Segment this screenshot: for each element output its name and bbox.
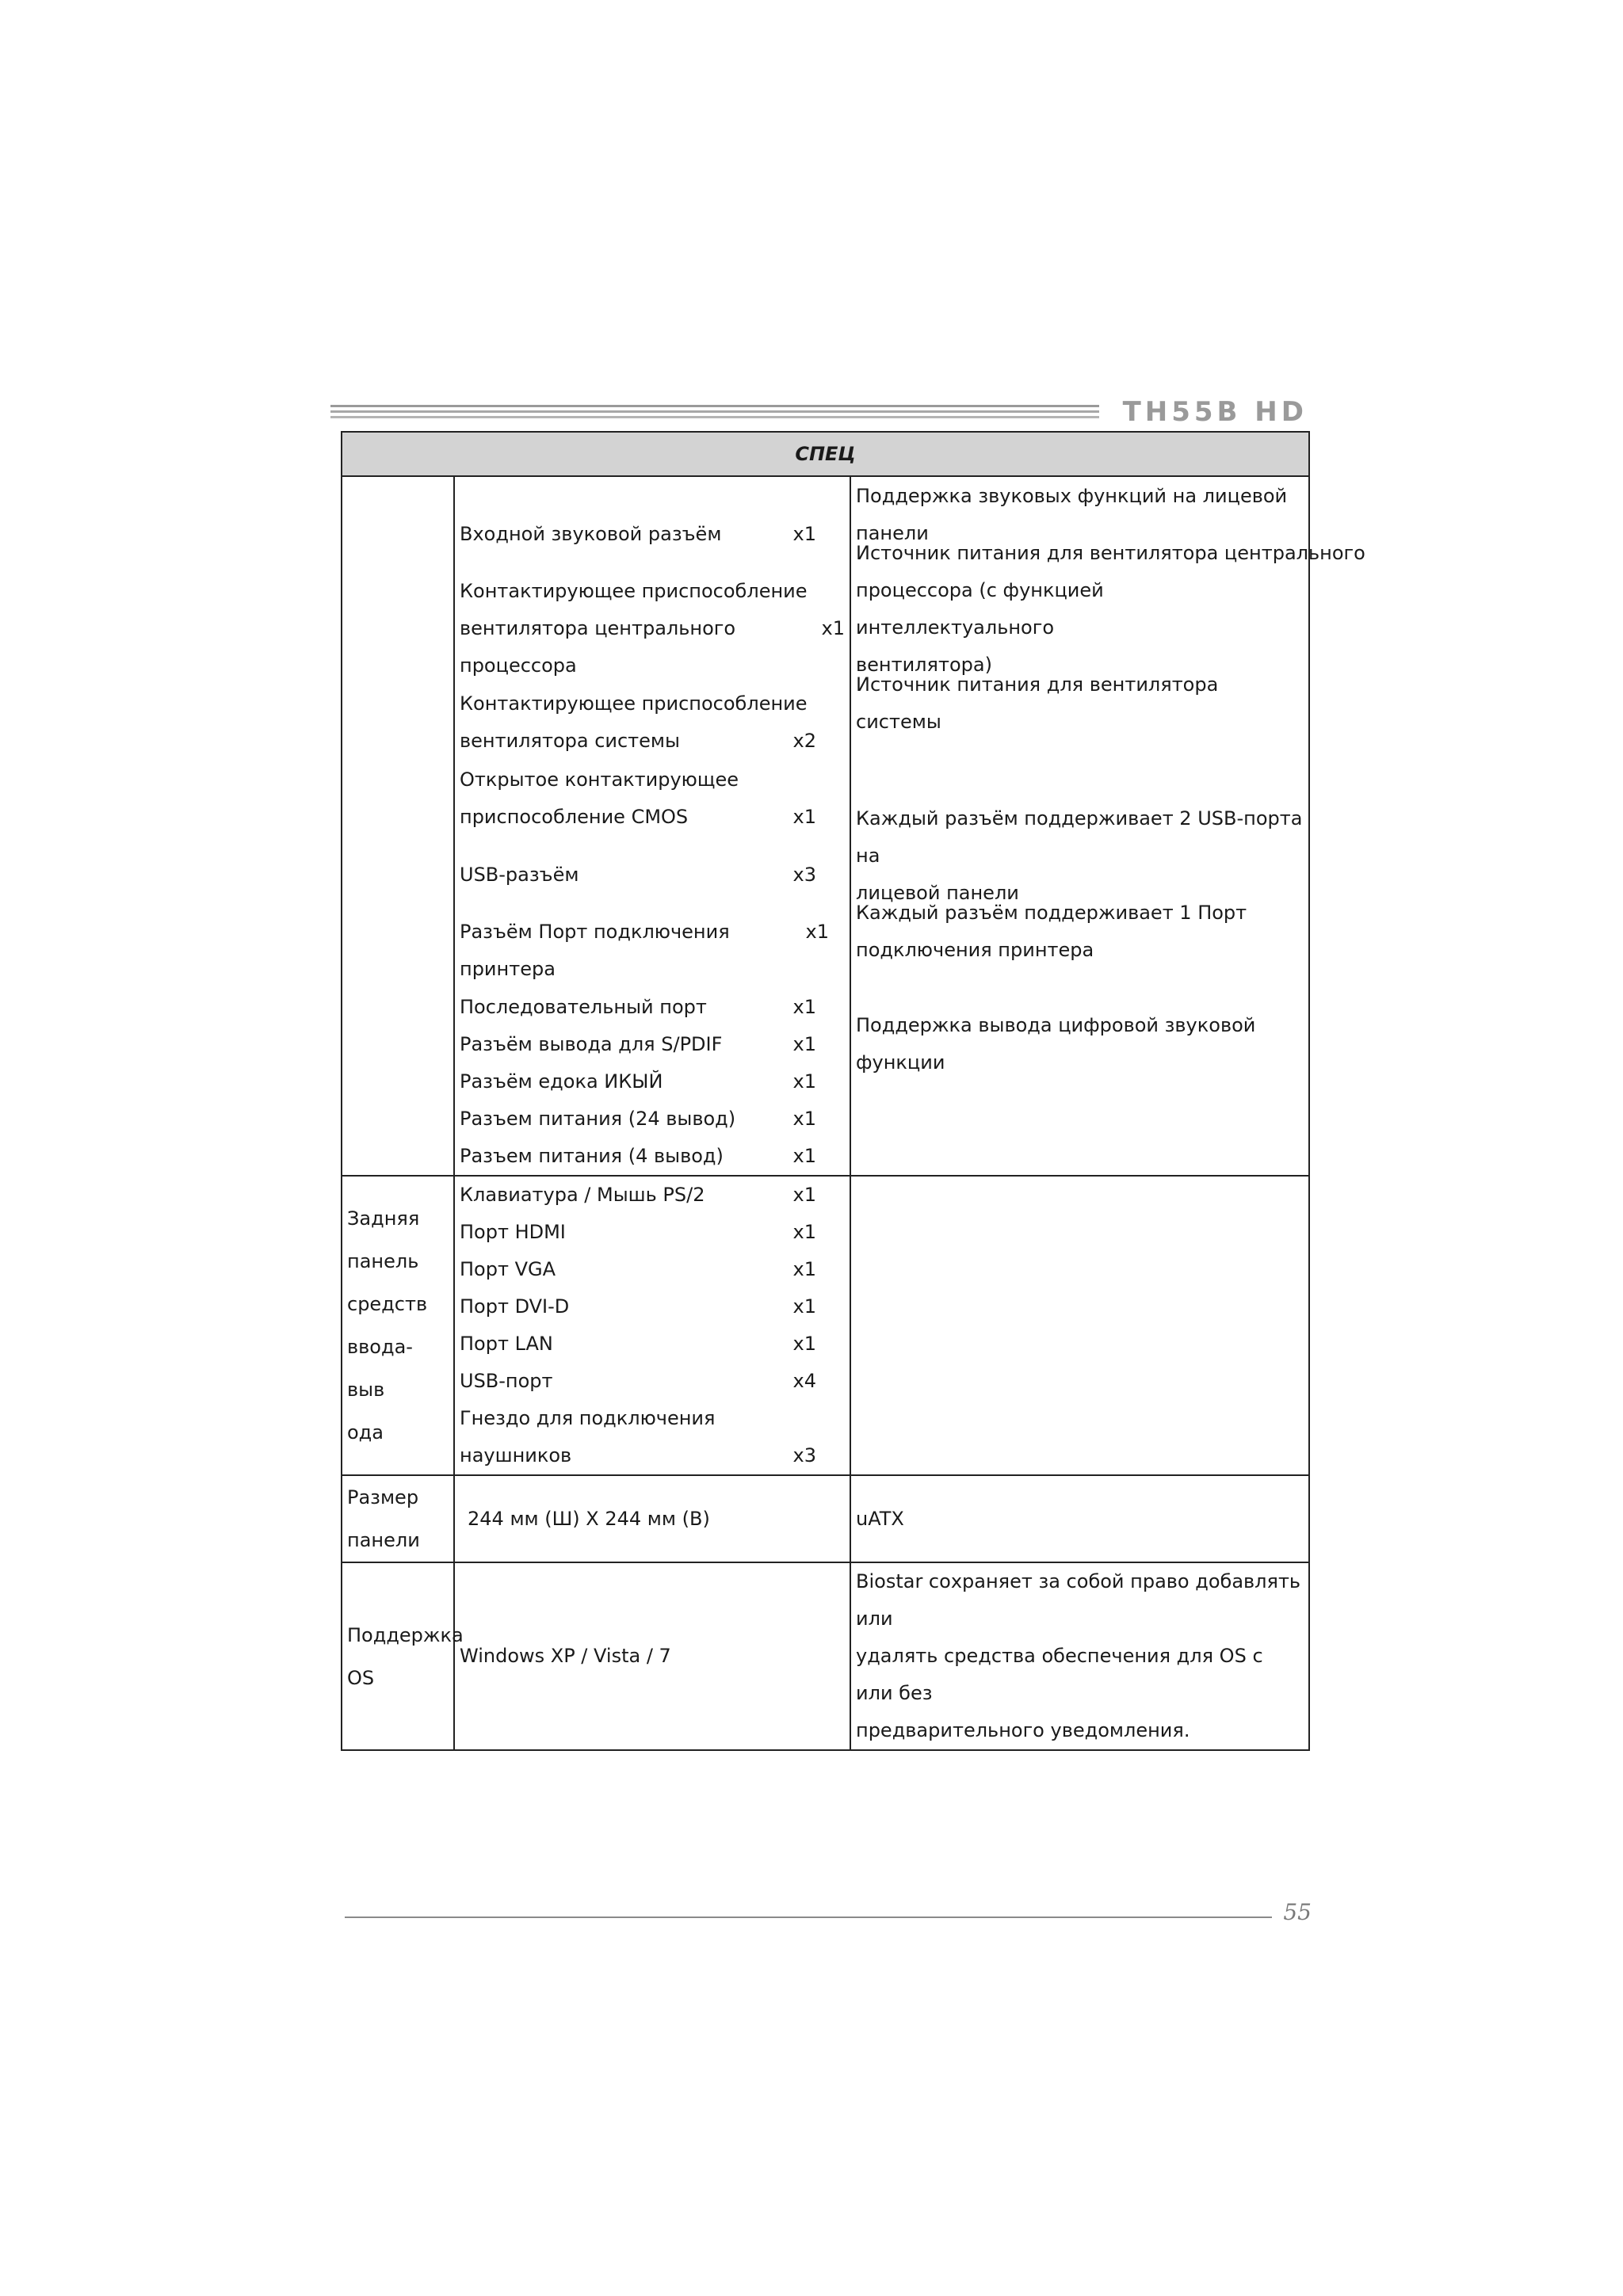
onboard-item: Контактирующее приспособление вентилятора системы x2 (460, 692, 816, 752)
onboard-note: Источник питания для вентилятора центрального процессора (с функцией интеллектуального вентилятора) (856, 542, 1365, 676)
rear-item: Порт LAN x1 (460, 1333, 816, 1355)
model-name: TH55B HD (1122, 396, 1308, 428)
os-support-value: Windows XP / Vista / 7 (454, 1562, 850, 1750)
rear-item: Порт VGA x1 (460, 1258, 816, 1280)
onboard-note: Каждый разъём поддерживает 1 Порт подключения принтера (856, 902, 1247, 961)
board-size-value: 244 мм (Ш) X 244 мм (В) (454, 1475, 850, 1562)
rear-item: Клавиатура / Мышь PS/2 x1 (460, 1184, 816, 1206)
onboard-item: Разъём вывода для S/PDIF x1 (460, 1033, 816, 1055)
onboard-items-cell (454, 476, 850, 1176)
rear-panel-items (454, 1176, 850, 1475)
onboard-item: Разъём едока ИКЫЙ x1 (460, 1070, 816, 1093)
onboard-item: Разъем питания (4 вывод) x1 (460, 1145, 816, 1167)
onboard-item: Входной звуковой разъём x1 (460, 522, 816, 545)
header-rule (330, 405, 1099, 419)
rear-item: Гнездо для подключения (460, 1407, 716, 1429)
onboard-notes-cell (850, 476, 1365, 1176)
os-support-label: Поддержка OS (342, 1562, 454, 1750)
footer-rule (345, 1917, 1272, 1918)
onboard-item: USB-разъём x3 (460, 863, 816, 886)
rear-item: Порт DVI-D x1 (460, 1295, 816, 1318)
onboard-note: Источник питания для вентилятора системы (856, 673, 1219, 733)
onboard-note-empty (856, 970, 1304, 1007)
rear-panel-notes (850, 1176, 1309, 1475)
onboard-item: Контактирующее приспособление вентилятора центрального процессора x1 (460, 579, 845, 677)
rear-item: Порт HDMI x1 (460, 1221, 816, 1243)
onboard-item: Разъем питания (24 вывод) x1 (460, 1108, 816, 1130)
onboard-note: Поддержка звуковых функций на лицевой панели (856, 485, 1288, 544)
board-size-label: Размер панели (342, 1475, 454, 1562)
onboard-note: Каждый разъём поддерживает 2 USB-порта на лицевой панели (856, 807, 1303, 904)
onboard-item: Разъём Порт подключения принтера x1 (460, 921, 829, 980)
rear-item: наушников x3 (460, 1444, 816, 1466)
rear-panel-label: Задняя панель средств ввода-выв ода (342, 1176, 454, 1475)
page-number: 55 (1283, 1899, 1312, 1925)
table-title: СПЕЦ (342, 432, 1309, 476)
rear-item: USB-порт x4 (460, 1370, 816, 1392)
onboard-note: Поддержка вывода цифровой звуковой функции (856, 1014, 1256, 1074)
os-support-note: Biostar сохраняет за собой право добавлять или удалять средства обеспечения для OS с или без предварительного уведомления. (850, 1562, 1309, 1750)
onboard-item: Открытое контактирующее приспособление CMOS x1 (460, 769, 816, 828)
onboard-item: Последовательный порт x1 (460, 996, 816, 1018)
spec-table (341, 431, 1365, 1751)
onboard-label-cell (342, 476, 454, 1176)
board-size-note: uATX (850, 1475, 1309, 1562)
